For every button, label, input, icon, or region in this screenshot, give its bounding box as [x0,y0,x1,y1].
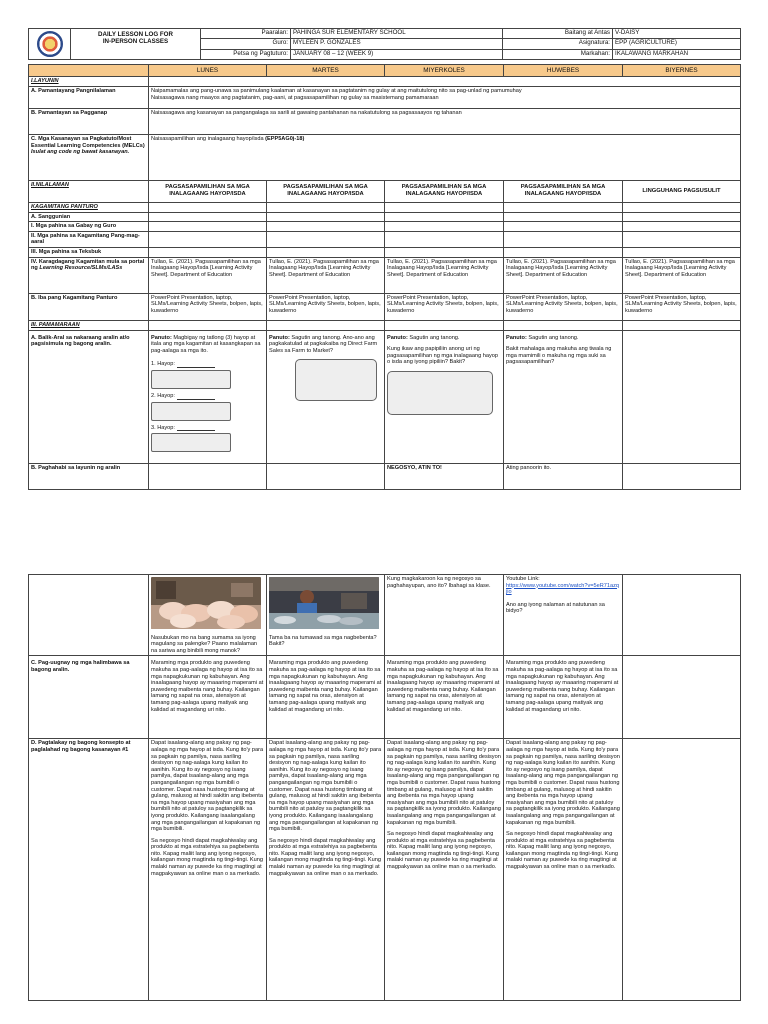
lesson-table [28,64,741,490]
portal-biyernes: Tullao, E. (2021). Pagsasapamilihan sa mga Inalagaang Hayop/Isda [Learning Activity Sheet]. Department of Education [623,257,741,293]
row-portal [29,257,741,293]
field-label-petsa: Petsa ng Pagtuturo: [201,49,291,59]
row-pagganap [29,109,741,135]
day-biyernes: BIYERNES [623,65,741,77]
row-pamamaraan [29,320,741,330]
field-label-paaralan: Paaralan: [201,29,291,39]
label-balik-aral: A. Balik-Aral sa nakaraang aralin at/o pagsisimula ng bagong aralin. [29,330,149,463]
label-mag-aaral: II. Mga pahina sa Kagamitang Pang-mag-aaral [29,231,149,247]
lesson-table-continued [28,574,741,1001]
field-value-paaralan: PAHINGA SUR ELEMENTARY SCHOOL [291,29,503,39]
balik-aral-biyernes [623,330,741,463]
text-pagganap: Naisasagawa ang kasanayan sa pangangalaga sa sarili at gawaing pantahanan na nakatutulong sa pagsasaayos ng tahanan [149,109,741,135]
pagtalakay-martes: Dapat isaalang-alang ang pakay ng pag-aalaga ng mga hayop at isda. Kung ito'y para sa pagkain ng pamilya, nasa sariling desisyon ng nag-aalaga kung kailan ito aanihin. Kung ito ay negosyo ng isang pamilya, dapat isaalang-alang ang mga pangangailangan ng mga bumibili o customer. Dapat nasa hustong timbang at gulang, malusog at hindi sakitin ang ibebenta na mga hayop upang masiyahan ang mga bumibili nito at patuloy sa pagtangkilik sa iyong produkto. Kailangang isaalangalang ang mga pangangailangan at kapakanan ng mga bumibili. Sa negosyo hindi dapat magkahiwalay ang produkto at mga estratehiya sa pagbebenta nito. Kapag maliit lang ang iyong negosyo, kailangan mong magtinda ng tingi-tingi. Kung malaki naman ay puwede ka ring magtingi at magpakyawan sa online man o sa merkado. [267,739,385,1001]
chicken-stall-photo [151,577,261,629]
nilalaman-martes: PAGSASAPAMILIHAN SA MGA INALAGAANG HAYOP/ISDA [267,181,385,203]
section-layunin-row [29,77,741,87]
nilalaman-lunes: PAGSASAPAMILIHAN SA MGA INALAGAANG HAYOP/ISDA [149,181,267,203]
text-pangnilalaman: Naipamamalas ang pang-unawa sa panimulang kaalaman at kasanayan sa pagtatanim ng gulay at ang maitutulong nito sa pag-unlad ng pamumuhay Naisasagawa nang maayos ang pagtatanim, pag-aani, at pagsasapamilihan ng gulay sa masistemang pamamaraan [149,87,741,109]
section-kagamitan: KAGAMITANG PANTURO [29,203,149,213]
kagamitan-martes: PowerPoint Presentation, laptop, SLMs/Learning Activity Sheets, bolpen, lapis, kuwaderno [267,293,385,320]
row-pag-uugnay [29,656,741,739]
field-value-petsa: JANUARY 08 – 12 (WEEK 9) [291,49,503,59]
row-iba-pang-kagamitan [29,293,741,320]
label-teksbuk: III. Mga pahina sa Teksbuk [29,247,149,257]
day-martes: MARTES [267,65,385,77]
text-melc: Naisasapamilihan ang inalagaang hayop/isda (EPP5AG0j-18) [149,135,741,181]
balik-aral-lunes: Panuto: Magbigay ng tatlong (3) hayop at itala ang mga kagamitan at kasangkapan sa pag-aalaga sa mga ito. 1. Hayop: 2. Hayop: 3. Hayop: [149,330,267,463]
field-label-baitang: Baitang at Antas [503,29,613,39]
row-mag-aaral [29,231,741,247]
row-paghahabi-cont [29,575,741,656]
kagamitan-lunes: PowerPoint Presentation, laptop, SLMs/Learning Activity Sheets, bolpen, lapis, kuwaderno [149,293,267,320]
label-paghahabi: B. Paghahabi sa layunin ng aralin [29,463,149,489]
paghahabi-miyerkoles: NEGOSYO, ATIN TO! [385,463,504,489]
section-pamamaraan: III. PAMAMARAAN [29,320,149,330]
row-nilalaman [29,181,741,203]
pagtalakay-lunes: Dapat isaalang-alang ang pakay ng pag-aalaga ng mga hayop at isda. Kung ito'y para sa pagkain ng pamilya, nasa sariling desisyon ng nag-aalaga kung kailan ito aanihin. Kung ito ay negosyo ng isang pamilya, dapat isaalang-alang ang mga pangangailangan ng mga bumibili o customer. Dapat nasa hustong timbang at gulang, malusog at hindi sakitin ang ibebenta na mga hayop upang masiyahan ang mga bumibili nito at patuloy sa pagtangkilik sa iyong produkto. Kailangang isaalangalang ang mga pangangailangan at kapakanan ng mga bumibili. Sa negosyo hindi dapat magkahiwalay ang produkto at mga estratehiya sa pagbebenta nito. Kapag maliit lang ang iyong negosyo, kailangan mong magtinda ng tingi-tingi. Kung malaki naman ay puwede ka ring magtingi at magpakyawan sa online man o sa merkado. [149,739,267,1001]
pag-uugnay-lunes: Maraming mga produkto ang puwedeng makuha sa pag-aalaga ng hayop at isa ito sa mga napagkukunan ng kabuhayan. Ang inaalagaang hayop ay maaaring maperami at puwedeng maibenta nang buhay. Kailangan lamang ng sapat na oras, atensiyon at tamang pag-aalaga upang matiyak ang kalidad at magandang uri nito. [149,656,267,739]
row-teksbuk [29,247,741,257]
pag-uugnay-huwebes: Maraming mga produkto ang puwedeng makuha sa pag-aalaga ng hayop at isa ito sa mga napagkukunan ng kabuhayan. Ang inaalagaang hayop ay maaaring maperami at puwedeng maibenta nang buhay. Kailangan lamang ng sapat na oras, atensiyon at tamang pag-aalaga upang matiyak ang kalidad at magandang uri nito. [504,656,623,739]
response-box-miyerkoles[interactable] [387,371,493,415]
section-nilalaman: II.NILALAMAN [29,181,149,203]
field-value-guro: MYLEEN P. GONZALES [291,39,503,49]
portal-miyerkoles: Tullao, E. (2021). Pagsasapamilihan sa mga Inalagaang Hayop/Isda [Learning Activity Sheet]. Department of Education [385,257,504,293]
fish-market-photo [269,577,379,629]
portal-martes: Tullao, E. (2021). Pagsasapamilihan sa mga Inalagaang Hayop/Isda [Learning Activity Sheet]. Department of Education [267,257,385,293]
row-pagtalakay [29,739,741,1001]
logo-cell [29,29,71,60]
balik-aral-miyerkoles: Panuto: Sagutin ang tanong. Kung ikaw ang papipiliin anong uri ng pagsasapamilihan ng mga inalagaang hayop o isda ang iyong pipiliin? Bakit? [385,330,504,463]
nilalaman-huwebes: PAGSASAPAMILIHAN SA MGA INALAGAANG HAYOP/ISDA [504,181,623,203]
pag-uugnay-martes: Maraming mga produkto ang puwedeng makuha sa pag-aalaga ng hayop at isa ito sa mga napagkukunan ng kabuhayan. Ang inaalagaang hayop ay maaaring maperami at puwedeng maibenta nang buhay. Kailangan lamang ng sapat na oras, atensiyon at tamang pag-aalaga upang matiyak ang kalidad at magandang uri nito. [267,656,385,739]
paghahabi-lunes-cont: Nasubukan mo na bang sumama sa iyong magulang sa palengke? Paano malalaman na sariwa ang binibili mong manok? [149,575,267,656]
label-pagganap: B. Pamantayan sa Pagganap [29,109,149,135]
label-portal: IV. Karagdagang Kagamitan mula sa portal ng Learning Resource/SLMs/LASs [29,257,149,293]
section-layunin: I.LAYUNIN [29,77,149,87]
day-header-row [29,65,741,77]
label-sanggunian: A. Sanggunian [29,212,149,222]
nilalaman-biyernes: LINGGUHANG PAGSUSULIT [623,181,741,203]
label-melc: C. Mga Kasanayan sa Pagkatuto/Most Essential Learning Competencies (MELCs) Isulat ang code ng bawat kasanayan. [29,135,149,181]
paghahabi-martes-cont: Tama ba na tumawad sa mga nagbebenta? Bakit? [267,575,385,656]
row-kagamitan [29,203,741,213]
field-value-asignatura: EPP (AGRICULTURE) [613,39,741,49]
paghahabi-huwebes-cont: Youtube Link: https://www.youtube.com/watch?v=5eR71azqjio Ano ang iyong nalaman at natutunan sa bidyo? [504,575,623,656]
label-iba-pang-kagamitan: B. Iba pang Kagamitang Panturo [29,293,149,320]
row-paghahabi [29,463,741,489]
answer-box-2[interactable] [151,402,231,421]
youtube-link[interactable]: https://www.youtube.com/watch?v=5eR71azqjio [506,582,620,596]
paghahabi-huwebes: Ating panoorin ito. [504,463,623,489]
pag-uugnay-miyerkoles: Maraming mga produkto ang puwedeng makuha sa pag-aalaga ng hayop at isa ito sa mga napagkukunan ng kabuhayan. Ang inaalagaang hayop ay maaaring maperami at puwedeng maibenta nang buhay. Kailangan lamang ng sapat na oras, atensiyon at tamang pag-aalaga upang matiyak ang kalidad at magandang uri nito. [385,656,504,739]
nilalaman-miyerkoles: PAGSASAPAMILIHAN SA MGA INALAGAANG HAYOP/ISDA [385,181,504,203]
day-lunes: LUNES [149,65,267,77]
row-melc [29,135,741,181]
field-value-baitang: V-DAISY [613,29,741,39]
kagamitan-huwebes: PowerPoint Presentation, laptop, SLMs/Learning Activity Sheets, bolpen, lapis, kuwaderno [504,293,623,320]
balik-aral-martes: Panuto: Sagutin ang tanong. Ano-ano ang pagkakatulad at pagkakaiba ng Direct Farm Sales sa Farm to Market? [267,330,385,463]
row-balik-aral [29,330,741,463]
field-label-markahan: Markahan: [503,49,613,59]
deped-seal-icon [37,31,63,57]
header-table [28,28,741,60]
field-value-markahan: IKALAWANG MARKAHAN [613,49,741,59]
paghahabi-miyerkoles-cont: Kung magkakaroon ka ng negosyo sa paghahayupan, ano ito? Ibahagi sa klase. [385,575,504,656]
kagamitan-miyerkoles: PowerPoint Presentation, laptop, SLMs/Learning Activity Sheets, bolpen, lapis, kuwaderno [385,293,504,320]
row-sanggunian [29,212,741,222]
portal-lunes: Tullao, E. (2021). Pagsasapamilihan sa mga Inalagaang Hayop/Isda [Learning Activity Sheet]. Department of Education [149,257,267,293]
pagtalakay-huwebes: Dapat isaalang-alang ang pakay ng pag-aalaga ng mga hayop at isda. Kung ito'y para sa pagkain ng pamilya, nasa sariling desisyon ng nag-aalaga kung kailan ito aanihin. Kung ito ay negosyo ng isang pamilya, dapat isaalang-alang ang mga pangangailangan ng mga bumibili o customer. Dapat nasa hustong timbang at gulang, malusog at hindi sakitin ang ibebenta na mga hayop upang masiyahan ang mga bumibili nito at patuloy sa pagtangkilik sa iyong produkto. Kailangang isaalangalang ang mga pangangailangan at kapakanan ng mga bumibili. Sa negosyo hindi dapat magkahiwalay ang produkto at mga estratehiya sa pagbebenta nito. Kapag maliit lang ang iyong negosyo, kailangan mong magtinda ng tingi-tingi. Kung malaki naman ay puwede ka ring magtingi at magpakyawan sa online man o sa merkado. [504,739,623,1001]
doc-title: DAILY LESSON LOG FOR IN-PERSON CLASSES [71,29,201,60]
label-pag-uugnay: C. Pag-uugnay ng mga halimbawa sa bagong aralin. [29,656,149,739]
pagtalakay-miyerkoles: Dapat isaalang-alang ang pakay ng pag-aalaga ng mga hayop at isda. Kung ito'y para sa pagkain ng pamilya, nasa sariling desisyon ng nag-aalaga kung kailan ito aanihin. Kung ito ay negosyo ng isang pamilya, dapat isaalang-alang ang mga pangangailangan ng mga bumibili o customer. Dapat nasa hustong timbang at gulang, malusog at hindi sakitin ang ibebenta na mga hayop upang masiyahan ang mga bumibili nito at patuloy sa pagtangkilik sa iyong produkto. Kailangang isaalangalang ang mga pangangailangan at kapakanan ng mga bumibili. Sa negosyo hindi dapat magkahiwalay ang produkto at mga estratehiya sa pagbebenta nito. Kapag maliit lang ang iyong negosyo, kailangan mong magtinda ng tingi-tingi. Kung malaki naman ay puwede ka ring magtingi at magpakyawan sa online man o sa merkado. [385,739,504,1001]
day-header-blank [29,65,149,77]
day-miyerkoles: MIYERKOLES [385,65,504,77]
kagamitan-biyernes: PowerPoint Presentation, laptop, SLMs/Learning Activity Sheets, bolpen, lapis, kuwaderno [623,293,741,320]
lesson-log-page-2 [28,574,740,1001]
row-pangnilalaman [29,87,741,109]
row-gabay-guro [29,222,741,232]
label-gabay-guro: I. Mga pahina sa Gabay ng Guro [29,222,149,232]
day-huwebes: HUWEBES [504,65,623,77]
answer-box-3[interactable] [151,433,231,452]
answer-box-1[interactable] [151,370,231,389]
field-label-guro: Guro: [201,39,291,49]
response-box-martes[interactable] [295,359,377,401]
lesson-log-page-1 [28,28,740,490]
label-pangnilalaman: A. Pamantayang Pangnilalaman [29,87,149,109]
portal-huwebes: Tullao, E. (2021). Pagsasapamilihan sa mga Inalagaang Hayop/Isda [Learning Activity Sheet]. Department of Education [504,257,623,293]
label-pagtalakay: D. Pagtalakay ng bagong konsepto at paglalahad ng bagong kasanayan #1 [29,739,149,1001]
field-label-asignatura: Asignatura: [503,39,613,49]
balik-aral-huwebes: Panuto: Sagutin ang tanong. Bakit mahalaga ang makuha ang tiwala ng mga mamimili o makuha ng mga suki sa pagsasapamilihan? [504,330,623,463]
